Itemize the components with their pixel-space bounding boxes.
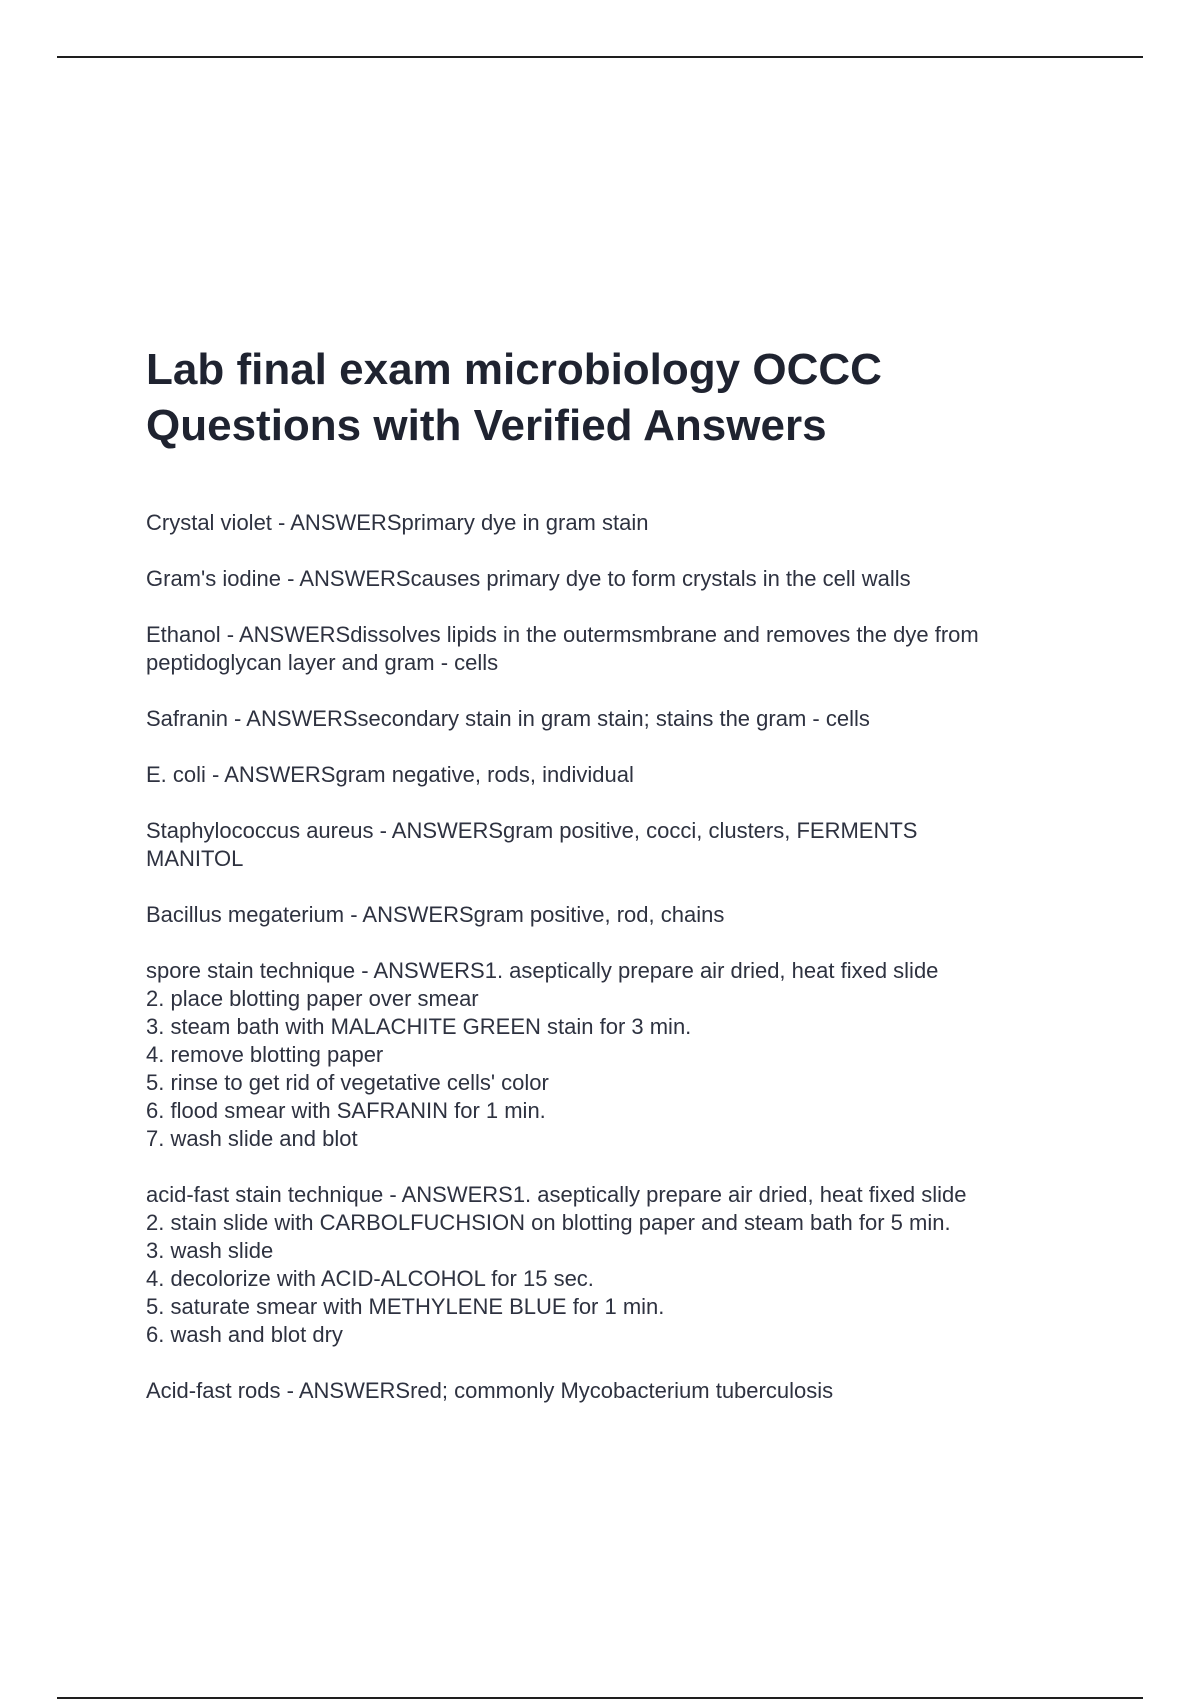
qa-item: Crystal violet - ANSWERSprimary dye in gram stain <box>146 510 649 535</box>
top-rule <box>57 56 1143 58</box>
qa-item: Ethanol - ANSWERSdissolves lipids in the outermsmbrane and removes the dye from peptidoglycan layer and gram - cells <box>146 622 979 675</box>
bottom-rule <box>57 1697 1143 1699</box>
qa-item: E. coli - ANSWERSgram negative, rods, individual <box>146 762 634 787</box>
qa-item: Gram's iodine - ANSWERScauses primary dye to form crystals in the cell walls <box>146 566 911 591</box>
title-line: Lab final exam microbiology OCCC <box>146 345 882 394</box>
qa-item: Bacillus megaterium - ANSWERSgram positive, rod, chains <box>146 902 725 927</box>
qa-item: Safranin - ANSWERSsecondary stain in gram stain; stains the gram - cells <box>146 706 870 731</box>
document-body <box>146 342 1086 1433</box>
qa-item: Staphylococcus aureus - ANSWERSgram positive, cocci, clusters, FERMENTS MANITOL <box>146 818 918 871</box>
qa-item: Acid-fast rods - ANSWERSred; commonly Mycobacterium tuberculosis <box>146 1378 834 1403</box>
qa-item: spore stain technique - ANSWERS1. aseptically prepare air dried, heat fixed slide 2. place blotting paper over smear 3. steam bath with MALACHITE GREEN stain for 3 min. 4. remove blotting paper 5. rinse to get rid of vegetative cells' color 6. flood smear with SAFRANIN for 1 min. 7. wash slide and blot <box>146 958 939 1151</box>
qa-list <box>146 509 1086 1405</box>
page-title <box>146 342 1086 454</box>
qa-item: acid-fast stain technique - ANSWERS1. aseptically prepare air dried, heat fixed slide 2. stain slide with CARBOLFUCHSION on blotting paper and steam bath for 5 min. 3. wash slide 4. decolorize with ACID-ALCOHOL for 15 sec. 5. saturate smear with METHYLENE BLUE for 1 min. 6. wash and blot dry <box>146 1182 967 1347</box>
title-line: Questions with Verified Answers <box>146 401 827 450</box>
